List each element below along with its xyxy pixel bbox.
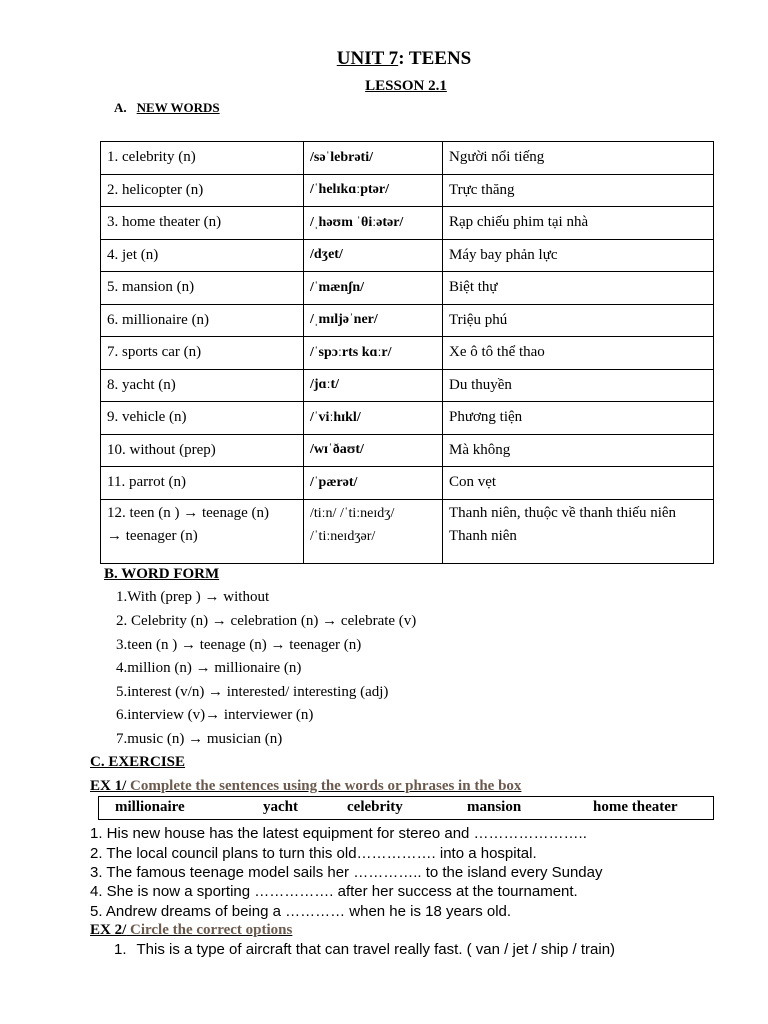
exercise-sentence: 3. The famous teenage model sails her ………….. to the island every Sunday xyxy=(90,864,603,881)
table-row xyxy=(101,467,714,500)
section-a-label: NEW WORDS xyxy=(136,100,220,115)
word-form-item: 4.million (n) → millionaire (n) xyxy=(116,660,302,676)
word-cell: 9. vehicle (n) xyxy=(101,402,304,435)
section-b-heading: B. WORD FORM xyxy=(104,566,220,582)
exercise-1-label: EX 1/ xyxy=(90,778,127,794)
ipa-line: /tiːn/ /ˈtiːneɪdʒ/ xyxy=(310,505,395,521)
unit-title: : TEENS xyxy=(398,48,472,69)
exercise-sentence: 2. The local council plans to turn this old……………. into a hospital. xyxy=(90,845,537,862)
unit-label: UNIT 7 xyxy=(336,48,399,69)
word-cell: 1. celebrity (n) xyxy=(101,142,304,175)
word-cell: 2. helicopter (n) xyxy=(101,174,304,207)
ipa-cell: /ˈpærət/ xyxy=(304,467,443,500)
word-cell: 11. parrot (n) xyxy=(101,467,304,500)
meaning-cell: Mà không xyxy=(443,434,714,467)
exercise-1-heading xyxy=(90,778,521,795)
box-word: mansion xyxy=(467,799,522,815)
table-row xyxy=(101,142,714,175)
vocabulary-table xyxy=(100,141,714,564)
meaning-cell: Biệt thự xyxy=(443,272,714,305)
exercise-1-instruction: Complete the sentences using the words or phrases in the box xyxy=(126,778,522,794)
exercise-2-label: EX 2/ xyxy=(90,922,127,938)
word-form-item: 3.teen (n ) → teenage (n) → teenager (n) xyxy=(116,637,362,653)
table-row xyxy=(101,337,714,370)
meaning-cell: Rạp chiếu phim tại nhà xyxy=(443,207,714,240)
ipa-cell: /ˌmɪljəˈner/ xyxy=(304,304,443,337)
ipa-cell: /ˈspɔːrts kɑːr/ xyxy=(304,337,443,370)
meaning-cell: Trực thăng xyxy=(443,174,714,207)
word-line: → teenager (n) xyxy=(107,527,198,544)
word-cell xyxy=(101,499,304,563)
ipa-cell: /ˈhelɪkɑːptər/ xyxy=(304,174,443,207)
meaning-cell: Phương tiện xyxy=(443,402,714,435)
table-row xyxy=(101,207,714,240)
table-row xyxy=(101,499,714,563)
table-row xyxy=(101,304,714,337)
exercise-2-instruction: Circle the correct options xyxy=(126,922,293,938)
word-form-item: 2. Celebrity (n) → celebration (n) → celebrate (v) xyxy=(116,613,417,629)
ipa-cell: /ˈviːhɪkl/ xyxy=(304,402,443,435)
word-box xyxy=(98,796,714,820)
word-cell: 5. mansion (n) xyxy=(101,272,304,305)
word-cell: 8. yacht (n) xyxy=(101,369,304,402)
meaning-cell: Du thuyền xyxy=(443,369,714,402)
exercise-sentence: 4. She is now a sporting ……………. after her success at the tournament. xyxy=(90,883,578,900)
meaning-line: Thanh niên xyxy=(449,527,517,544)
box-word: millionaire xyxy=(115,799,185,815)
section-c-heading: C. EXERCISE xyxy=(90,754,186,770)
ipa-cell: /jɑːt/ xyxy=(304,369,443,402)
ipa-cell: /wɪˈðaʊt/ xyxy=(304,434,443,467)
meaning-line: Thanh niên, thuộc về thanh thiếu niên xyxy=(449,504,677,521)
meaning-cell: Con vẹt xyxy=(443,467,714,500)
exercise-sentence: 1. His new house has the latest equipment for stereo and ………………….. xyxy=(90,825,587,842)
word-form-item: 5.interest (v/n) → interested/ interesting (adj) xyxy=(116,684,389,700)
box-word: home theater xyxy=(593,799,678,815)
meaning-cell xyxy=(443,499,714,563)
word-form-item: 1.With (prep ) → without xyxy=(116,589,270,605)
exercise-sentence: 5. Andrew dreams of being a ………… when he is 18 years old. xyxy=(90,903,512,920)
question-number: 1. xyxy=(114,941,127,958)
meaning-cell: Triệu phú xyxy=(443,304,714,337)
table-row xyxy=(101,272,714,305)
lesson-title: LESSON 2.1 xyxy=(365,78,447,94)
word-cell: 4. jet (n) xyxy=(101,239,304,272)
box-word: yacht xyxy=(263,799,298,815)
ipa-cell: /dʒet/ xyxy=(304,239,443,272)
word-form-item: 7.music (n) → musician (n) xyxy=(116,731,283,747)
meaning-cell: Máy bay phản lực xyxy=(443,239,714,272)
box-word: celebrity xyxy=(347,799,403,815)
word-line: 12. teen (n ) → teenage (n) xyxy=(107,504,270,521)
table-row xyxy=(101,402,714,435)
table-row xyxy=(101,434,714,467)
page-title xyxy=(0,48,768,70)
ipa-cell: /ˈmænʃn/ xyxy=(304,272,443,305)
exercise-2-heading xyxy=(90,922,292,939)
word-form-item: 6.interview (v)→ interviewer (n) xyxy=(116,707,314,723)
word-cell: 10. without (prep) xyxy=(101,434,304,467)
word-cell: 3. home theater (n) xyxy=(101,207,304,240)
ipa-cell: /səˈlebrəti/ xyxy=(304,142,443,175)
table-row xyxy=(101,174,714,207)
word-cell: 7. sports car (n) xyxy=(101,337,304,370)
word-cell: 6. millionaire (n) xyxy=(101,304,304,337)
table-row xyxy=(101,239,714,272)
table-row xyxy=(101,369,714,402)
meaning-cell: Người nổi tiếng xyxy=(443,142,714,175)
meaning-cell: Xe ô tô thể thao xyxy=(443,337,714,370)
ipa-line: /ˈtiːneɪdʒər/ xyxy=(310,528,376,544)
question-text: This is a type of aircraft that can travel really fast. ( van / jet / ship / train) xyxy=(136,941,616,958)
ipa-cell xyxy=(304,499,443,563)
exercise-2-question xyxy=(114,941,615,958)
section-a-marker: A. xyxy=(114,100,127,115)
ipa-cell: /ˌhəʊm ˈθiːətər/ xyxy=(304,207,443,240)
section-a-heading xyxy=(114,100,220,116)
